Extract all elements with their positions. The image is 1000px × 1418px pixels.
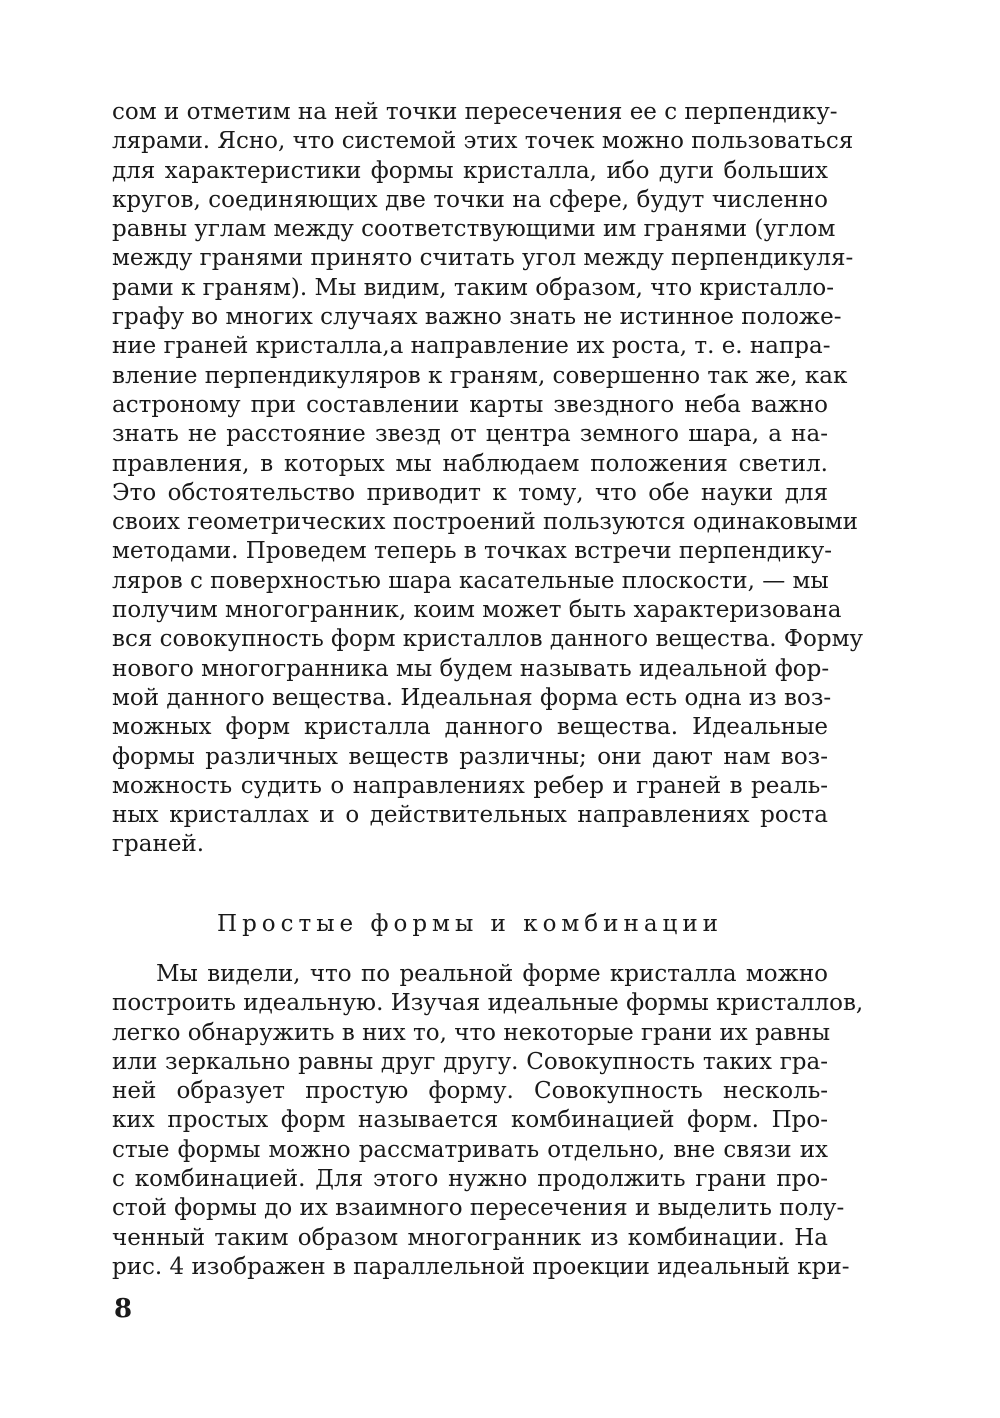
paragraph-1 <box>112 98 863 860</box>
text-line: можных форм кристалла данного вещества. Идеальные <box>112 714 828 741</box>
text-line: для характеристики формы кристалла, ибо дуги больших <box>112 157 828 184</box>
text-line: мой данного вещества. Идеальная форма есть одна из воз- <box>112 684 832 711</box>
paragraph-2 <box>112 960 864 1282</box>
text-line: рами к граням). Мы видим, таким образом, что кристалло- <box>112 274 834 301</box>
text-line: ней образует простую форму. Совокупность несколь- <box>112 1078 828 1105</box>
text-line: лярами. Ясно, что системой этих точек можно пользоваться <box>112 128 854 155</box>
text-line: Это обстоятельство приводит к тому, что обе науки для <box>112 479 828 506</box>
text-line: получим многогранник, коим может быть характеризована <box>112 597 842 624</box>
text-line: нового многогранника мы будем называть идеальной фор- <box>112 655 830 682</box>
text-line: рис. 4 изображен в параллельной проекции идеальный кри- <box>112 1253 850 1280</box>
text-line: равны углам между соответствующими им гранями (углом <box>112 216 836 243</box>
text-line: с комбинацией. Для этого нужно продолжить грани про- <box>112 1166 828 1193</box>
text-line: легко обнаружить в них то, что некоторые грани их равны <box>112 1019 831 1046</box>
text-line: граней. <box>112 831 205 858</box>
text-line: вся совокупность форм кристаллов данного вещества. Форму <box>112 626 863 653</box>
text-line: ких простых форм называется комбинацией форм. Про- <box>112 1107 828 1134</box>
text-line: формы различных веществ различны; они дают нам воз- <box>112 743 828 770</box>
text-line: между гранями принято считать угол между перпендикуля- <box>112 245 854 272</box>
text-line: своих геометрических построений пользуются одинаковыми <box>112 509 858 536</box>
text-line: Мы видели, что по реальной форме кристалла можно <box>156 961 828 987</box>
text-line: сом и отметим на ней точки пересечения ее с перпендику- <box>112 99 838 125</box>
text-line: ние граней кристалла,а направление их роста, т. е. напра- <box>112 333 831 360</box>
section-heading: Простые формы и комбинации <box>217 911 723 937</box>
text-line: методами. Проведем теперь в точках встречи перпендику- <box>112 538 833 565</box>
text-line: графу во многих случаях важно знать не истинное положе- <box>112 304 842 331</box>
text-line: стой формы до их взаимного пересечения и выделить полу- <box>112 1195 845 1222</box>
text-line: ных кристаллах и о действительных направлениях роста <box>112 802 828 829</box>
text-line: стые формы можно рассматривать отдельно, вне связи их <box>112 1136 828 1163</box>
text-line: правления, в которых мы наблюдаем положения светил. <box>112 450 828 477</box>
text-line: знать не расстояние звезд от центра земного шара, а на- <box>112 421 828 448</box>
text-line: ляров с поверхностью шара касательные плоскости, — мы <box>112 567 829 594</box>
text-line: вление перпендикуляров к граням, совершенно так же, как <box>112 362 848 389</box>
text-line: астроному при составлении карты звездного неба важно <box>112 391 828 418</box>
text-line: кругов, соединяющих две точки на сфере, будут численно <box>112 186 828 213</box>
page-number: 8 <box>114 1294 133 1324</box>
text-line: ченный таким образом многогранник из комбинации. На <box>112 1224 828 1251</box>
text-line: построить идеальную. Изучая идеальные формы кристаллов, <box>112 990 864 1017</box>
text-line: можность судить о направлениях ребер и граней в реаль- <box>112 772 828 799</box>
text-line: или зеркально равны друг другу. Совокупность таких гра- <box>112 1048 828 1075</box>
